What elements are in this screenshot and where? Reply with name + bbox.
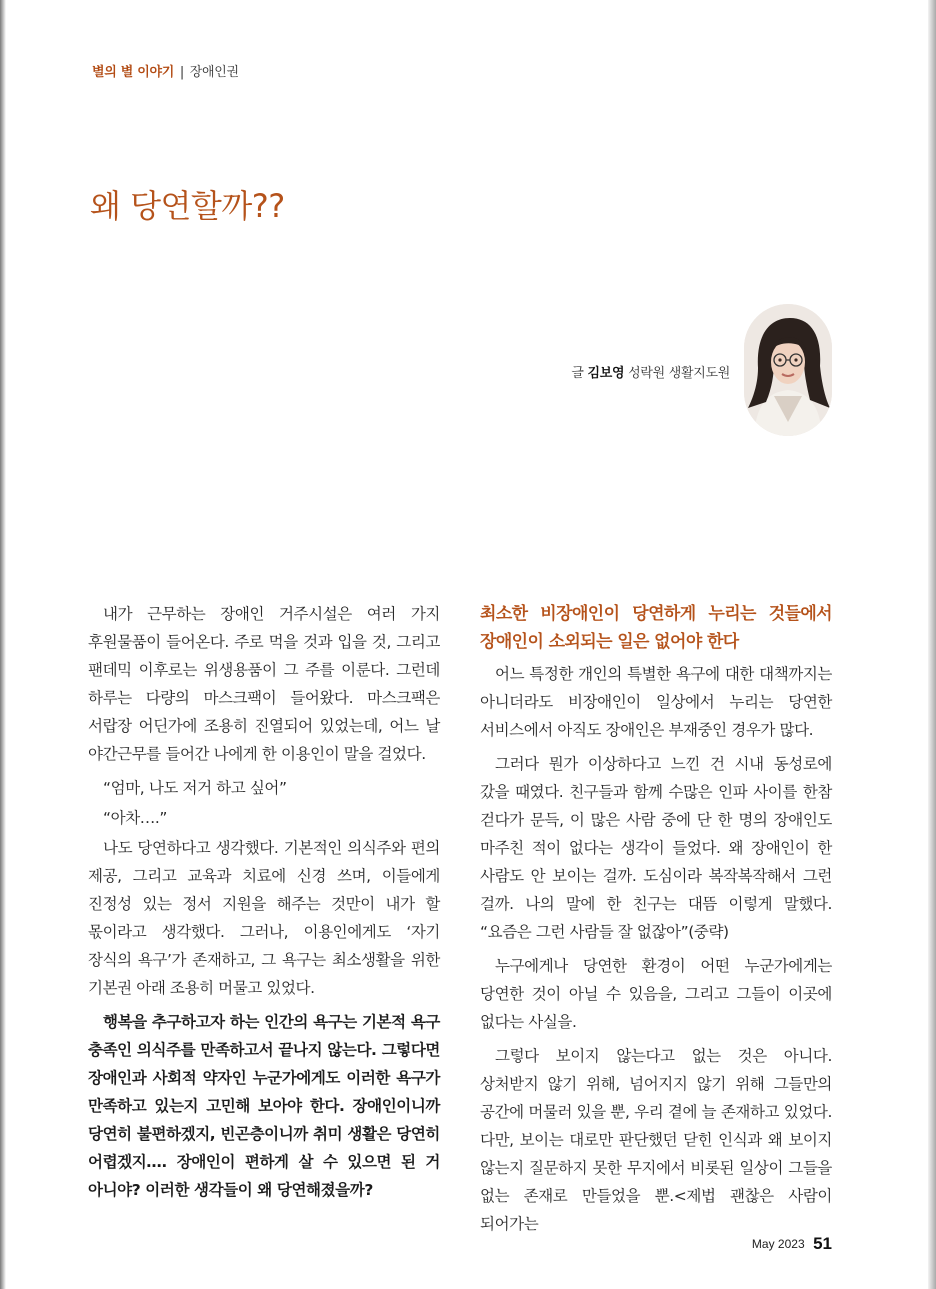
paragraph: 나도 당연하다고 생각했다. 기본적인 의식주와 편의 제공, 그리고 교육과 치료에 신경 쓰며, 이들에게 진정성 있는 정서 지원을 해주는 것만이 내가 할 몫이라고 생각했다. 그러나, 이용인에게도 ‘자기 장식의 욕구’가 존재하고, 그 욕구는 최소생활을 위한 기본권 아래 조용히 머물고 있었다. [88, 839, 440, 997]
page-gutter-shadow [0, 0, 6, 1289]
page-number: 51 [813, 1234, 832, 1253]
author-portrait [744, 304, 832, 436]
header-separator: | [179, 65, 184, 80]
article-title: 왜 당연할까?? [90, 187, 285, 225]
section-subheading: 최소한 비장애인이 당연하게 누리는 것들에서 장애인이 소외되는 일은 없어야 한다 [480, 604, 832, 652]
paragraph: 누구에게나 당연한 환경이 어떤 누군가에게는 당연한 것이 아닐 수 있음을, 그리고 그들이 이곳에 없다는 사실을. [480, 957, 832, 1031]
page-footer [752, 1234, 832, 1254]
paragraph: 그러다 뭔가 이상하다고 느낀 건 시내 동성로에 갔을 때였다. 친구들과 함께 수많은 인파 사이를 한참 걷다가 문득, 이 많은 사람 중에 단 한 명의 장애인도 마주친 적이 없다는 생각이 들었다. 왜 장애인이 한 사람도 안 보이는 걸까. 도심이라 복작복작해서 그런 걸까. 나의 말에 한 친구는 대뜸 이렇게 말했다. “요즘은 그런 사람들 잘 없잖아”(중략) [480, 755, 832, 941]
author-role: 성락원 생활지도원 [628, 366, 730, 381]
issue-date: May 2023 [751, 1237, 805, 1251]
author-name: 김보영 [587, 366, 625, 381]
paragraph-emphasis: 행복을 추구하고자 하는 인간의 욕구는 기본적 욕구 충족인 의식주를 만족하고서 끝나지 않는다. 그렇다면 장애인과 사회적 약자인 누군가에게도 이러한 욕구가 만족하고 있는지 고민해 보아야 한다. 장애인이니까 당연히 불편하겠지, 빈곤층이니까 취미 생활은 당연히 어렵겠지…. 장애인이 편하게 살 수 있으면 된 거 아니야? 이러한 생각들이 왜 당연해졌을까? [88, 1013, 440, 1199]
quote-line: “엄마, 나도 저거 하고 싶어” [103, 779, 287, 797]
quote-line: “아차….” [103, 809, 168, 827]
page-edge-shadow [928, 0, 936, 1289]
article-column-left [88, 600, 440, 1210]
series-label: 별의 별 이야기 [92, 65, 174, 80]
paragraph: 그렇다 보이지 않는다고 없는 것은 아니다. 상처받지 않기 위해, 넘어지지 않기 위해 그들만의 공간에 머물러 있을 뿐, 우리 곁에 늘 존재하고 있었다. 다만, 보이는 대로만 판단했던 닫힌 인식과 왜 보이지 않는지 질문하지 못한 무지에서 비롯된 일상이 그들을 없는 존재로 만들었을 뿐.<제법 괜찮은 사람이 되어가는 [480, 1047, 832, 1233]
article-column-right [480, 600, 832, 1244]
paragraph: 내가 근무하는 장애인 거주시설은 여러 가지 후원물품이 들어온다. 주로 먹을 것과 입을 것, 그리고 팬데믹 이후로는 위생용품이 그 주를 이룬다. 그런데 하루는 다량의 마스크팩이 들어왔다. 마스크팩은 서랍장 어딘가에 조용히 진열되어 있었는데, 어느 날 야간근무를 들어간 나에게 한 이용인이 말을 걸었다. [88, 605, 440, 763]
byline [480, 362, 730, 381]
section-header [92, 61, 239, 80]
paragraph: 어느 특정한 개인의 특별한 욕구에 대한 대책까지는 아니더라도 비장애인이 일상에서 누리는 당연한 서비스에서 아직도 장애인은 부재중인 경우가 많다. [480, 665, 832, 739]
byline-prefix: 글 [571, 366, 584, 381]
category-label: 장애인권 [189, 65, 239, 80]
portrait-illustration [744, 304, 832, 436]
